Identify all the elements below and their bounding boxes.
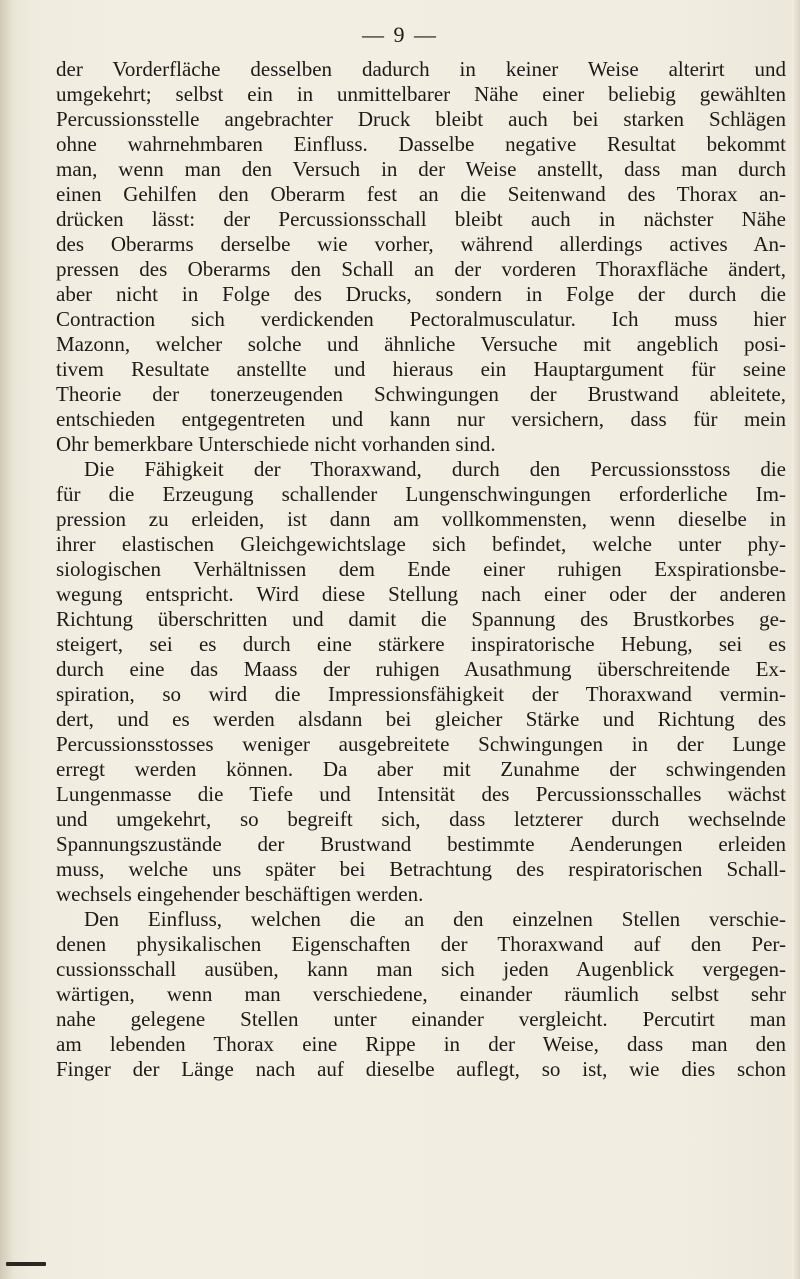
- text-line: Ohr bemerkbare Unterschiede nicht vorhanden sind.: [56, 432, 496, 456]
- text-line: Spannungszustände der Brustwand bestimmte Aenderungen erleiden: [56, 832, 786, 856]
- text-line: spiration, so wird die Impressionsfähigkeit der Thoraxwand vermin-: [56, 682, 786, 706]
- text-line: wegung entspricht. Wird diese Stellung nach einer oder der anderen: [56, 582, 786, 606]
- text-line: Mazonn, welcher solche und ähnliche Versuche mit angeblich posi-: [56, 332, 786, 356]
- text-line: muss, welche uns später bei Betrachtung des respiratorischen Schall-: [56, 857, 786, 881]
- text-line: steigert, sei es durch eine stärkere inspiratorische Hebung, sei es: [56, 632, 786, 656]
- text-line: aber nicht in Folge des Drucks, sondern in Folge der durch die: [56, 282, 786, 306]
- page-number: — 9 —: [362, 22, 438, 47]
- text-line: am lebenden Thorax eine Rippe in der Weise, dass man den: [56, 1032, 786, 1056]
- paragraph-start-line: Den Einfluss, welchen die an den einzelnen Stellen verschie-: [84, 907, 786, 931]
- text-line: tivem Resultate anstellte und hieraus ein Hauptargument für seine: [56, 357, 786, 381]
- text-line: siologischen Verhältnissen dem Ende einer ruhigen Exspirationsbe-: [56, 557, 786, 581]
- text-line: wärtigen, wenn man verschiedene, einander räumlich selbst sehr: [56, 982, 786, 1006]
- text-line: umgekehrt; selbst ein in unmittelbarer Nähe einer beliebig gewählten: [56, 82, 786, 106]
- text-line: durch eine das Maass der ruhigen Ausathmung überschreitende Ex-: [56, 657, 786, 681]
- text-line: Contraction sich verdickenden Pectoralmusculatur. Ich muss hier: [56, 307, 786, 331]
- text-line: entschieden entgegentreten und kann nur versichern, dass für mein: [56, 407, 786, 431]
- page-binding-shadow: [0, 0, 12, 1279]
- text-line: Lungenmasse die Tiefe und Intensität des Percussionsschalles wächst: [56, 782, 786, 806]
- text-line: dert, und es werden alsdann bei gleicher Stärke und Richtung des: [56, 707, 786, 731]
- text-line: wechsels eingehender beschäftigen werden.: [56, 882, 424, 906]
- page-edge: [792, 0, 800, 1279]
- text-line: für die Erzeugung schallender Lungenschwingungen erforderliche Im-: [56, 482, 786, 506]
- text-line: Percussionsstelle angebrachter Druck bleibt auch bei starken Schlägen: [56, 107, 786, 131]
- text-line: pression zu erleiden, ist dann am vollkommensten, wenn dieselbe in: [56, 507, 786, 531]
- text-line: erregt werden können. Da aber mit Zunahme der schwingenden: [56, 757, 786, 781]
- text-line: Theorie der tonerzeugenden Schwingungen der Brustwand ableitete,: [56, 382, 786, 406]
- text-line: man, wenn man den Versuch in der Weise anstellt, dass man durch: [56, 157, 786, 181]
- text-line: denen physikalischen Eigenschaften der Thoraxwand auf den Per-: [56, 932, 786, 956]
- paragraph-start-line: Die Fähigkeit der Thoraxwand, durch den Percussionsstoss die: [84, 457, 786, 481]
- text-line: pressen des Oberarms den Schall an der vorderen Thoraxfläche ändert,: [56, 257, 786, 281]
- text-line: Richtung überschritten und damit die Spannung des Brustkorbes ge-: [56, 607, 786, 631]
- text-line: einen Gehilfen den Oberarm fest an die Seitenwand des Thorax an-: [56, 182, 786, 206]
- text-line: des Oberarms derselbe wie vorher, während allerdings actives An-: [56, 232, 786, 256]
- text-line: und umgekehrt, so begreift sich, dass letzterer durch wechselnde: [56, 807, 786, 831]
- text-line: der Vorderfläche desselben dadurch in keiner Weise alterirt und: [56, 57, 786, 81]
- text-line: ohne wahrnehmbaren Einfluss. Dasselbe negative Resultat bekommt: [56, 132, 786, 156]
- text-line: cussionsschall ausüben, kann man sich jeden Augenblick vergegen-: [56, 957, 786, 981]
- text-line: Percussionsstosses weniger ausgebreitete Schwingungen in der Lunge: [56, 732, 786, 756]
- text-line: ihrer elastischen Gleichgewichtslage sich befindet, welche unter phy-: [56, 532, 786, 556]
- text-line: Finger der Länge nach auf dieselbe auflegt, so ist, wie dies schon: [56, 1057, 786, 1081]
- text-line: nahe gelegene Stellen unter einander vergleicht. Percutirt man: [56, 1007, 786, 1031]
- text-line: drücken lässt: der Percussionsschall bleibt auch in nächster Nähe: [56, 207, 786, 231]
- scan-mark: [6, 1262, 46, 1266]
- body-text: [56, 57, 786, 1082]
